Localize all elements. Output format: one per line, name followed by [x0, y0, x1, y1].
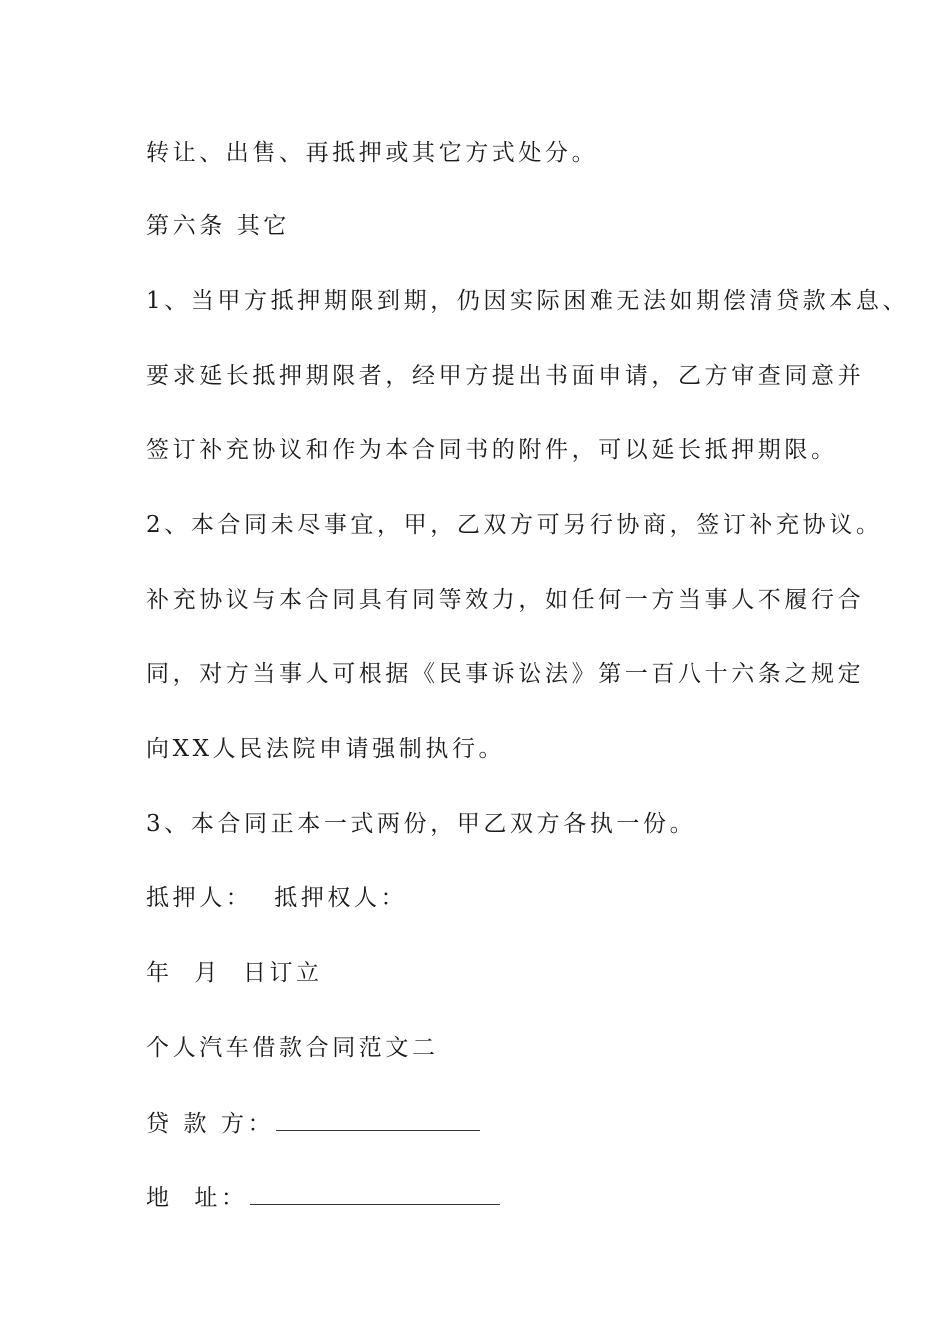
address-blank	[250, 1182, 500, 1205]
paragraph-line: 补充协议与本合同具有同等效力，如任何一方当事人不履行合	[146, 587, 865, 613]
paragraph-line: 要求延长抵押期限者，经甲方提出书面申请，乙方审查同意并	[146, 363, 865, 389]
lender-field	[146, 1108, 480, 1139]
lender-label: 贷 款 方：	[146, 1111, 275, 1137]
paragraph-line: 签订补充协议和作为本合同书的附件，可以延长抵押期限。	[146, 437, 838, 463]
paragraph-line: 2、本合同未尽事宜，甲，乙双方可另行协商，签订补充协议。	[146, 512, 883, 538]
address-field	[146, 1182, 500, 1213]
lender-blank	[276, 1108, 480, 1131]
paragraph-line: 转让、出售、再抵押或其它方式处分。	[146, 140, 599, 166]
section-heading: 第六条 其它	[146, 213, 290, 239]
signature-labels: 抵押人： 抵押权人：	[146, 885, 408, 911]
document-subtitle: 个人汽车借款合同范文二	[146, 1035, 439, 1061]
date-line: 年 月 日订立	[146, 960, 323, 986]
address-label: 地 址：	[146, 1185, 248, 1211]
paragraph-line: 向XX人民法院申请强制执行。	[146, 736, 506, 762]
paragraph-line: 1、当甲方抵押期限到期，仍因实际困难无法如期偿清贷款本息、	[146, 288, 910, 314]
paragraph-line: 3、本合同正本一式两份，甲乙双方各执一份。	[146, 811, 697, 837]
paragraph-line: 同，对方当事人可根据《民事诉讼法》第一百八十六条之规定	[146, 661, 865, 687]
